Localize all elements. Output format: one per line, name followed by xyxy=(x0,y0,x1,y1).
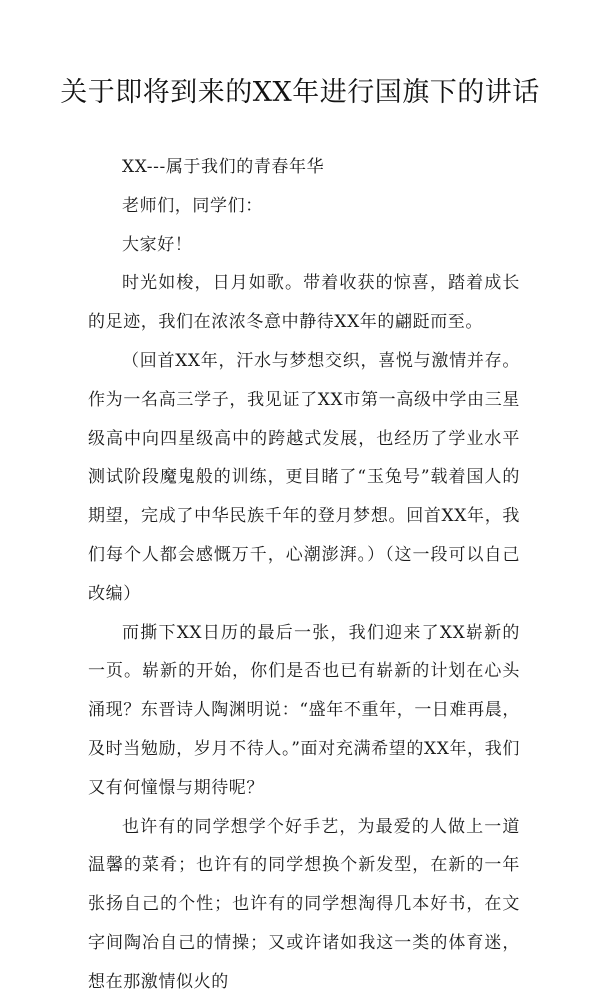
paragraph-subtitle: XX---属于我们的青春年华 xyxy=(122,157,325,177)
paragraph-review: （回首XX年，汗水与梦想交织，喜悦与激情并存。作为一名高三学子，我见证了XX市第一高级中学由三星级高中向四星级高中的跨越式发展，也经历了学业水平测试阶段魔鬼般的训练，更目睹了“玉兔号”载着国人的期望，完成了中华民族千年的登月梦想。回首XX年，我们每个人都会感慨万千，心潮澎湃。）（这一段可以自己改编） xyxy=(88,350,520,604)
document-title: 关于即将到来的XX年进行国旗下的讲话 xyxy=(60,77,540,108)
paragraph-greeting: 大家好！ xyxy=(122,234,193,255)
paragraph-salutation: 老师们，同学们： xyxy=(122,195,263,216)
paragraph-new-page: 而撕下XX日历的最后一张，我们迎来了XX崭新的一页。崭新的开始，你们是否也已有崭新的计划在心头涌现？东晋诗人陶渊明说：“盛年不重年，一日难再晨，及时当勉励，岁月不待人。”面对充满希望的XX年，我们又有何憧憬与期待呢？ xyxy=(88,622,520,798)
document-body xyxy=(88,148,520,1002)
paragraph-wishes: 也许有的同学想学个好手艺，为最爱的人做上一道温馨的菜肴；也许有的同学想换个新发型，在新的一年张扬自己的个性；也许有的同学想淘得几本好书，在文字间陶冶自己的情操；又或许诸如我这一类的体育迷，想在那激情似火的 xyxy=(88,816,520,992)
paragraph-intro: 时光如梭，日月如歌。带着收获的惊喜，踏着成长的足迹，我们在浓浓冬意中静待XX年的翩跹而至。 xyxy=(88,273,520,333)
